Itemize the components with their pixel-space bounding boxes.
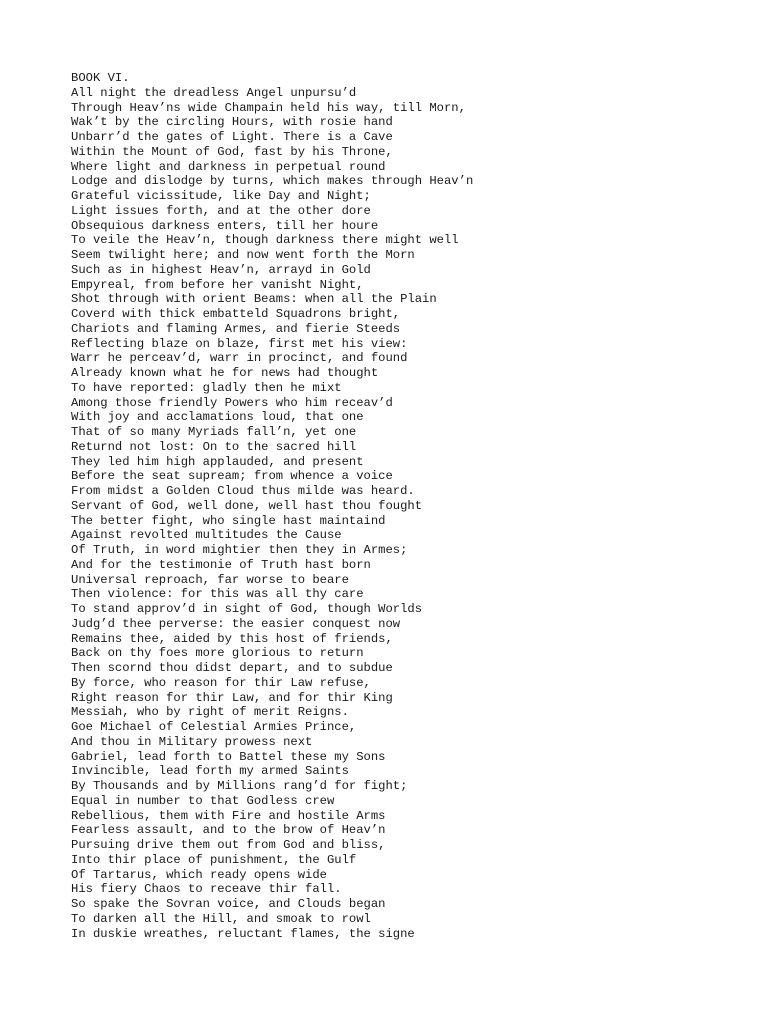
poem-line: Goe Michael of Celestial Armies Prince, — [71, 720, 357, 734]
poem-line: And thou in Military prowess next — [71, 734, 313, 749]
poem-line: To veile the Heav’n, though darkness there might well — [71, 233, 459, 248]
poem-line: Unbarr’d the gates of Light. There is a Cave — [71, 130, 393, 144]
poem-line: Of Truth, in word mightier then they in Armes; — [71, 543, 408, 557]
poem-line: Grateful vicissitude, like Day and Night; — [71, 189, 371, 203]
poem-line: In duskie wreathes, reluctant flames, the signe — [71, 926, 415, 941]
poem-line: Universal reproach, far worse to beare — [71, 572, 349, 587]
poem-line: His fiery Chaos to receave thir fall. — [71, 882, 342, 897]
poem-line: Chariots and flaming Armes, and fierie Steeds — [71, 321, 401, 336]
poem-line: Among those friendly Powers who him receav’d — [71, 395, 393, 410]
poem-line: Through Heav’ns wide Champain held his way, till Morn, — [71, 100, 466, 115]
poem-line: Shot through with orient Beams: when all the Plain — [71, 292, 437, 307]
poem-line: To darken all the Hill, and smoak to rowl — [71, 911, 371, 926]
poem-line: Servant of God, well done, well hast thou fought — [71, 498, 423, 513]
poem-line: They led him high applauded, and present — [71, 454, 364, 469]
poem-line: Reflecting blaze on blaze, first met his view: — [71, 336, 408, 351]
poem-line: All night the dreadless Angel unpursu’d — [71, 85, 357, 100]
poem-line: Pursuing drive them out from God and bliss, — [71, 838, 386, 852]
poem-line: To stand approv’d in sight of God, though Worlds — [71, 602, 423, 616]
poem-line: Before the seat supream; from whence a voice — [71, 469, 393, 484]
document-page — [71, 71, 751, 941]
poem-line: With joy and acclamations loud, that one — [71, 410, 364, 425]
poem-body — [71, 86, 751, 942]
poem-line: Coverd with thick embatteld Squadrons bright, — [71, 307, 401, 321]
poem-line: And for the testimonie of Truth hast born — [71, 557, 371, 572]
poem-line: Then scornd thou didst depart, and to subdue — [71, 661, 393, 675]
poem-line: To have reported: gladly then he mixt — [71, 380, 342, 395]
poem-line: Against revolted multitudes the Cause — [71, 528, 342, 543]
poem-line: Already known what he for news had thought — [71, 366, 379, 380]
poem-line: Rebellious, them with Fire and hostile Arms — [71, 808, 386, 823]
poem-line: Returnd not lost: On to the sacred hill — [71, 439, 357, 454]
poem-line: Messiah, who by right of merit Reigns. — [71, 705, 349, 720]
poem-line: Of Tartarus, which ready opens wide — [71, 867, 327, 882]
poem-line: From midst a Golden Cloud thus milde was heard. — [71, 484, 415, 498]
book-heading: BOOK VI. — [71, 71, 130, 85]
poem-line: Seem twilight here; and now went forth the Morn — [71, 248, 415, 262]
poem-line: That of so many Myriads fall’n, yet one — [71, 425, 357, 439]
poem-line: The better fight, who single hast maintaind — [71, 513, 386, 528]
poem-line: So spake the Sovran voice, and Clouds began — [71, 897, 386, 911]
poem-line: Warr he perceav’d, warr in procinct, and found — [71, 351, 408, 366]
poem-line: Into thir place of punishment, the Gulf — [71, 852, 357, 867]
poem-line: By Thousands and by Millions rang’d for fight; — [71, 779, 408, 793]
poem-line: Invincible, lead forth my armed Saints — [71, 764, 349, 779]
poem-line: Right reason for thir Law, and for thir King — [71, 690, 393, 705]
poem-line: Light issues forth, and at the other dore — [71, 203, 371, 218]
poem-line: Empyreal, from before her vanisht Night, — [71, 277, 364, 292]
poem-line: Such as in highest Heav’n, arrayd in Gold — [71, 262, 371, 277]
poem-line: Obsequious darkness enters, till her houre — [71, 218, 379, 233]
poem-line: Where light and darkness in perpetual round — [71, 159, 386, 174]
poem-line: By force, who reason for thir Law refuse, — [71, 675, 371, 690]
poem-line: Equal in number to that Godless crew — [71, 793, 335, 808]
poem-line: Gabriel, lead forth to Battel these my Sons — [71, 749, 386, 764]
poem-line: Wak’t by the circling Hours, with rosie hand — [71, 115, 393, 130]
poem-line: Lodge and dislodge by turns, which makes through Heav’n — [71, 174, 474, 189]
poem-line: Then violence: for this was all thy care — [71, 587, 364, 602]
poem-line: Back on thy foes more glorious to return — [71, 646, 364, 661]
poem-line: Judg’d thee perverse: the easier conquest now — [71, 616, 401, 631]
poem-line: Within the Mount of God, fast by his Throne, — [71, 144, 393, 159]
poem-line: Remains thee, aided by this host of friends, — [71, 631, 393, 646]
poem-line: Fearless assault, and to the brow of Heav’n — [71, 823, 386, 838]
